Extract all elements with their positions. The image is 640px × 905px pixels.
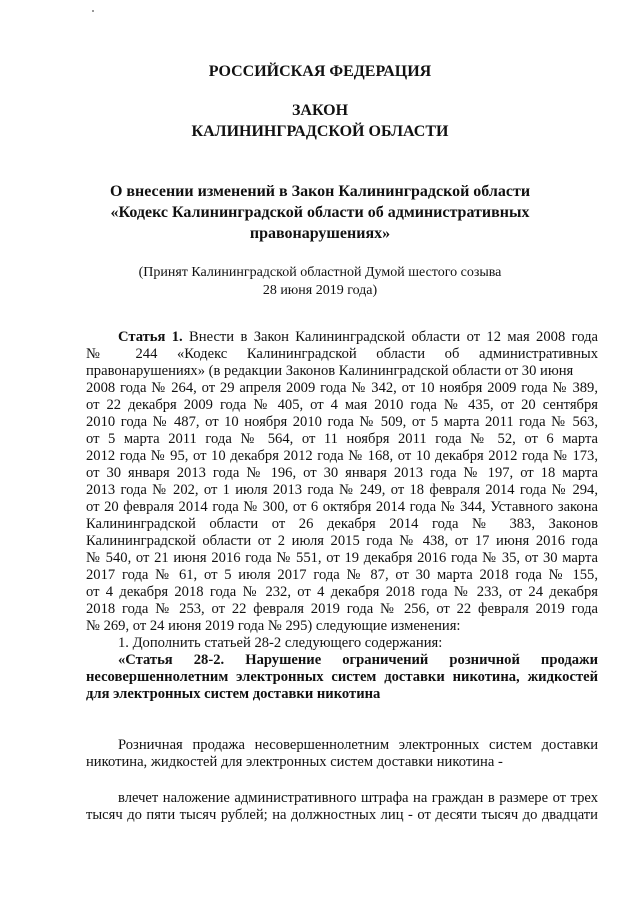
article-28-2-line-1: «Статья 28-2. Нарушение ограничений розничной продажи — [118, 652, 598, 668]
paragraph-retail-line-1: Розничная продажа несовершеннолетним электронных систем доставки — [118, 737, 598, 753]
article-1-line-1: № 244 «Кодекс Калининградской области об административных — [86, 346, 598, 362]
title-line-2: «Кодекс Калининградской области об административных — [110, 204, 530, 221]
article-1-line-17: № 269, от 24 июня 2019 года № 295) следующие изменения: — [86, 618, 461, 634]
article-1-line-14: 2017 года № 61, от 5 июля 2017 года № 87, от 30 марта 2018 года № 155, — [86, 567, 598, 583]
article-1-line-10: от 20 февраля 2014 года № 300, от 6 октября 2014 года № 344, Уставного закона — [86, 499, 598, 515]
paragraph-penalty-line-1: влечет наложение административного штрафа на граждан в размере от трех — [118, 790, 598, 806]
article-28-2-line-2: несовершеннолетним электронных систем доставки никотина, жидкостей — [86, 669, 598, 685]
article-1-line-13: № 540, от 21 июня 2016 года № 551, от 19 декабря 2016 года № 35, от 30 марта — [86, 550, 598, 566]
header-law: ЗАКОН — [291, 102, 349, 119]
article-1-label: Статья 1. — [118, 329, 183, 345]
article-28-2-line-3: для электронных систем доставки никотина — [86, 686, 381, 702]
article-1-line-11: Калининградской области от 26 декабря 2014 года № 383, Законов — [86, 516, 598, 532]
article-1-line-3: 2008 года № 264, от 29 апреля 2009 года № 342, от 10 ноября 2009 года № 389, — [86, 380, 598, 396]
article-1-line-12: Калининградской области от 2 июля 2015 года № 438, от 17 июня 2016 года — [86, 533, 598, 549]
paragraph-penalty-line-2: тысяч до пяти тысяч рублей; на должностных лиц - от десяти тысяч до двадцати — [86, 807, 598, 823]
header-country: РОССИЙСКАЯ ФЕДЕРАЦИЯ — [208, 63, 432, 80]
article-1-line-15: от 4 декабря 2018 года № 232, от 4 декабря 2018 года № 233, от 24 декабря — [86, 584, 598, 600]
article-1-line-4: от 22 декабря 2009 года № 405, от 4 мая 2010 года № 435, от 20 сентября — [86, 397, 598, 413]
article-1-line-0: Статья 1. Внести в Закон Калининградской области от 12 мая 2008 года — [118, 329, 598, 345]
article-1-line-7: 2012 года № 95, от 10 декабря 2012 года № 168, от 10 декабря 2012 года № 173, — [86, 448, 598, 464]
item-1: 1. Дополнить статьей 28-2 следующего содержания: — [118, 635, 443, 651]
title-line-3: правонарушениях» — [249, 225, 391, 242]
adopted-line-2: 28 июня 2019 года) — [262, 283, 378, 298]
article-1-line-9: 2013 года № 202, от 1 июля 2013 года № 249, от 18 февраля 2014 года № 294, — [86, 482, 598, 498]
article-1-line-5: 2010 года № 487, от 10 ноября 2010 года № 509, от 5 марта 2011 года № 563, — [86, 414, 598, 430]
article-1-line-6: от 5 марта 2011 года № 564, от 11 ноября 2011 года № 52, от 6 марта — [86, 431, 598, 447]
paragraph-retail-line-2: никотина, жидкостей для электронных систем доставки никотина - — [86, 754, 503, 770]
header-region: КАЛИНИНГРАДСКОЙ ОБЛАСТИ — [191, 123, 449, 140]
article-1 — [86, 329, 598, 703]
paragraph-retail — [86, 737, 598, 771]
article-1-line-8: от 30 января 2013 года № 196, от 30 января 2013 года № 197, от 18 марта — [86, 465, 598, 481]
paragraph-penalty — [86, 790, 598, 824]
title-line-1: О внесении изменений в Закон Калининградской области — [109, 183, 531, 200]
article-1-line-2: правонарушениях» (в редакции Законов Калининградской области от 30 июня — [86, 363, 574, 379]
scan-speck — [92, 10, 94, 12]
adopted-line-1: (Принят Калининградской областной Думой шестого созыва — [138, 265, 502, 280]
article-1-line-16: 2018 года № 253, от 22 февраля 2019 года № 256, от 22 февраля 2019 года — [86, 601, 598, 617]
